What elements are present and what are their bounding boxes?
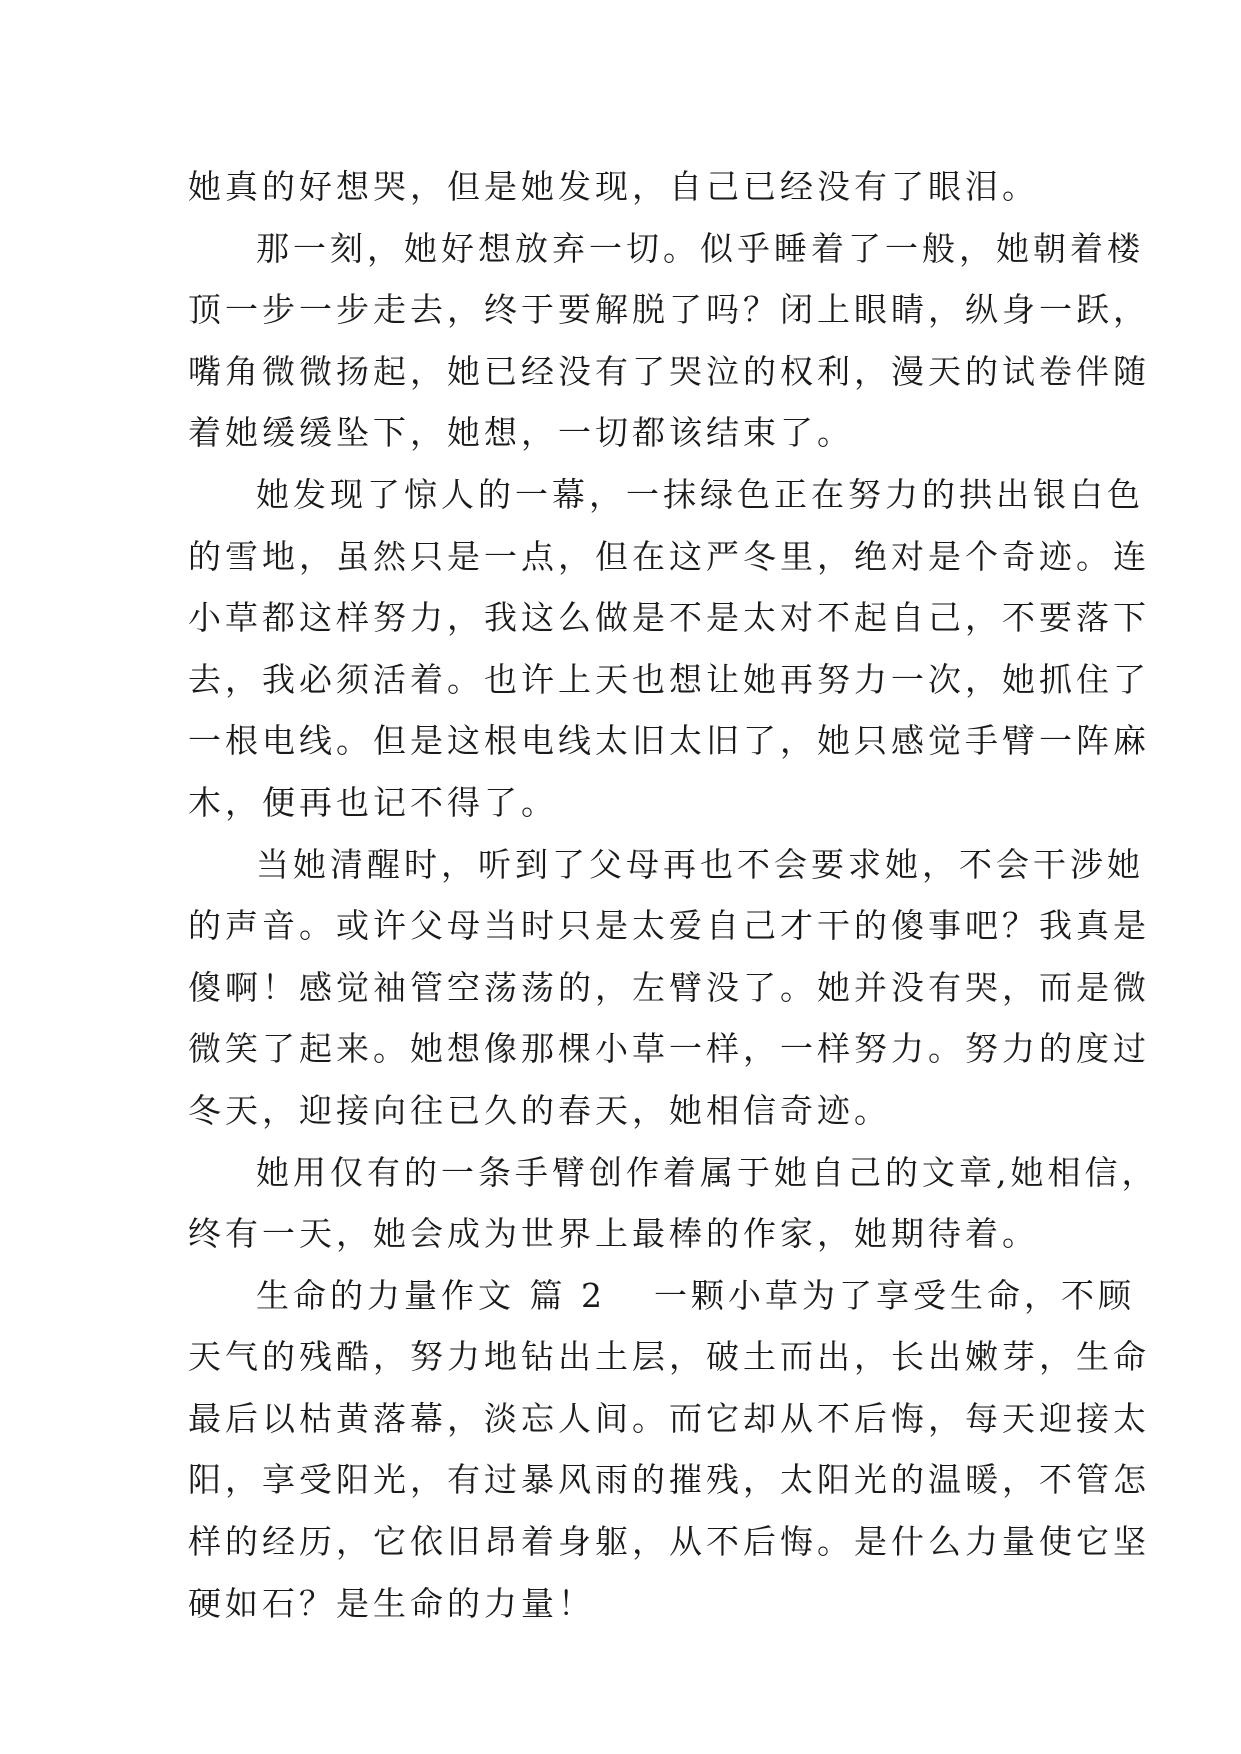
section-first-text: 一颗小草为了享受生命，不顾: [653, 1275, 1135, 1315]
text-line: 的声音。或许父母当时只是太爱自己才干的傻事吧？我真是: [188, 906, 1150, 946]
text-line: 天气的残酷，努力地钻出土层，破土而出，长出嫩芽，生命: [188, 1337, 1150, 1377]
text-line: 的雪地，虽然只是一点，但在这严冬里，绝对是个奇迹。连: [188, 536, 1150, 576]
text-line: 她真的好想哭，但是她发现，自己已经没有了眼泪。: [188, 167, 1039, 206]
text-line: 阳，享受阳光，有过暴风雨的摧残，太阳光的温暖，不管怎: [188, 1460, 1150, 1500]
text-line: 小草都这样努力，我这么做是不是太对不起自己，不要落下: [188, 598, 1150, 638]
article-body: [188, 156, 1159, 1634]
text-line: 硬如石？是生命的力量！: [188, 1583, 595, 1623]
text-line: 终有一天，她会成为世界上最棒的作家，她期待着。: [188, 1214, 1039, 1254]
text-line: 冬天，迎接向往已久的春天，她相信奇迹。: [188, 1090, 891, 1130]
text-line: 顶一步一步走去，终于要解脱了吗？闭上眼睛，纵身一跃，: [188, 290, 1150, 330]
text-line: 去，我必须活着。也许上天也想让她再努力一次，她抓住了: [188, 659, 1150, 699]
section-heading: 生命的力量作文 篇 2: [256, 1275, 606, 1315]
text-line: 木，便再也记不得了。: [188, 782, 558, 822]
text-line: 傻啊！感觉袖管空荡荡的，左臂没了。她并没有哭，而是微: [188, 967, 1150, 1007]
text-line: 微笑了起来。她想像那棵小草一样，一样努力。努力的度过: [188, 1029, 1150, 1069]
text-line: 嘴角微微扬起，她已经没有了哭泣的权利，漫天的试卷伴随: [188, 351, 1150, 391]
text-line: 着她缓缓坠下，她想，一切都该结束了。: [188, 413, 854, 453]
text-line: 她发现了惊人的一幕，一抹绿色正在努力的拱出银白色: [256, 474, 1144, 514]
text-line: 样的经历，它依旧昂着身躯，从不后悔。是什么力量使它坚: [188, 1522, 1150, 1562]
text-line: 一根电线。但是这根电线太旧太旧了，她只感觉手臂一阵麻: [188, 721, 1150, 761]
text-line: 那一刻，她好想放弃一切。似乎睡着了一般，她朝着楼: [256, 228, 1144, 268]
text-line: 当她清醒时，听到了父母再也不会要求她，不会干涉她: [256, 844, 1144, 884]
text-line: 最后以枯黄落幕，淡忘人间。而它却从不后悔，每天迎接太: [188, 1398, 1150, 1438]
section-heading-line: [188, 1265, 1135, 1327]
text-line: 她用仅有的一条手臂创作着属于她自己的文章,她相信，: [256, 1152, 1159, 1192]
